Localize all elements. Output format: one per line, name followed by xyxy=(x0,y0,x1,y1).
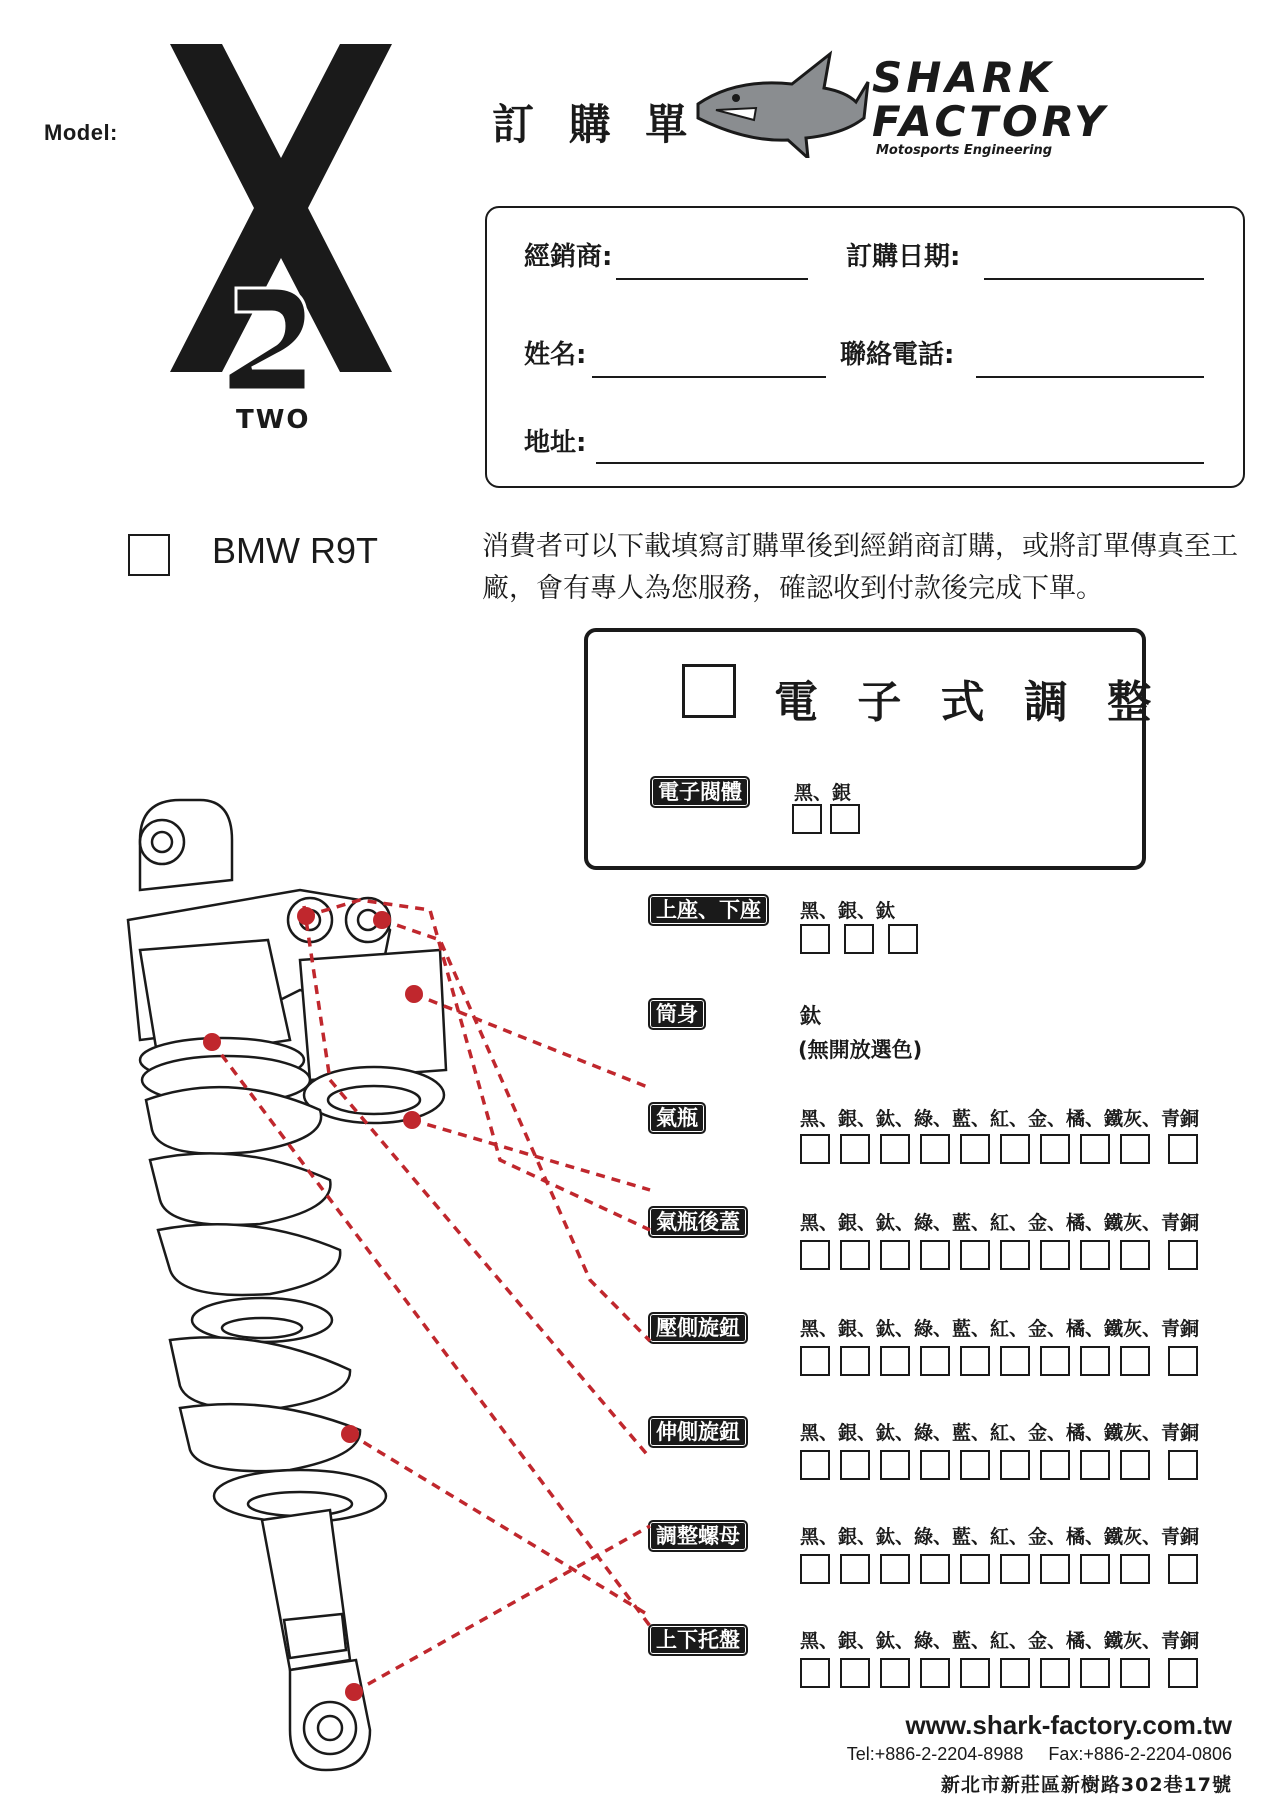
color-checkbox[interactable] xyxy=(1168,1450,1198,1480)
color-checkbox[interactable] xyxy=(960,1450,990,1480)
row-colors: 黑、銀、鈦、綠、藍、紅、金、橘、鐵灰、青銅 xyxy=(800,1422,1200,1444)
seats-tag: 上座、下座 xyxy=(648,894,769,926)
color-checkbox[interactable] xyxy=(1080,1554,1110,1584)
row-tag-compression-knob: 壓側旋鈕 xyxy=(648,1312,748,1344)
color-checkbox[interactable] xyxy=(880,1450,910,1480)
color-checkbox[interactable] xyxy=(840,1134,870,1164)
row-options xyxy=(800,1554,1198,1584)
seat-color-checkbox[interactable] xyxy=(844,924,874,954)
seats-options xyxy=(800,924,918,954)
color-checkbox[interactable] xyxy=(1040,1240,1070,1270)
brand-line2: FACTORY xyxy=(872,97,1109,146)
color-checkbox[interactable] xyxy=(800,1658,830,1688)
phone-field[interactable] xyxy=(976,376,1204,378)
color-checkbox[interactable] xyxy=(920,1346,950,1376)
color-checkbox[interactable] xyxy=(1080,1450,1110,1480)
color-checkbox[interactable] xyxy=(920,1658,950,1688)
shock-outline xyxy=(128,800,446,1770)
x2-model-logo xyxy=(166,40,396,430)
row-tag-gas-bottle-cap: 氣瓶後蓋 xyxy=(648,1206,748,1238)
color-checkbox[interactable] xyxy=(920,1554,950,1584)
page-title: 訂 購 單 xyxy=(492,100,698,149)
order-notice: 消費者可以下載填寫訂購單後到經銷商訂購，或將訂單傳真至工廠，會有專人為您服務，確認收到付款後完成下單。 xyxy=(482,531,1238,604)
model-name: BMW R9T xyxy=(212,530,378,571)
footer-tel-fax: Tel:+886-2-2204-8988 Fax:+886-2-2204-0806 xyxy=(846,1744,1232,1764)
shark-icon xyxy=(698,54,868,158)
color-checkbox[interactable] xyxy=(800,1450,830,1480)
row-options xyxy=(800,1450,1198,1480)
dealer-field[interactable] xyxy=(616,278,808,280)
row-colors: 黑、銀、鈦、綠、藍、紅、金、橘、鐵灰、青銅 xyxy=(800,1108,1200,1130)
color-checkbox[interactable] xyxy=(1000,1450,1030,1480)
color-checkbox[interactable] xyxy=(1120,1554,1150,1584)
valve-color-checkbox[interactable] xyxy=(792,804,822,834)
dealer-label: 經銷商: xyxy=(524,242,613,272)
color-checkbox[interactable] xyxy=(800,1554,830,1584)
color-checkbox[interactable] xyxy=(880,1554,910,1584)
brand-tagline: Motosports Engineering xyxy=(876,143,1053,158)
seat-color-checkbox[interactable] xyxy=(888,924,918,954)
address-label: 地址: xyxy=(524,428,587,458)
name-label: 姓名: xyxy=(524,340,587,370)
color-checkbox[interactable] xyxy=(1168,1554,1198,1584)
color-checkbox[interactable] xyxy=(1000,1240,1030,1270)
color-checkbox[interactable] xyxy=(960,1240,990,1270)
footer-address: 新北市新莊區新樹路302巷17號 xyxy=(940,1774,1232,1796)
color-checkbox[interactable] xyxy=(1040,1346,1070,1376)
seat-color-checkbox[interactable] xyxy=(800,924,830,954)
color-checkbox[interactable] xyxy=(1080,1134,1110,1164)
row-colors: 黑、銀、鈦、綠、藍、紅、金、橘、鐵灰、青銅 xyxy=(800,1318,1200,1340)
brand-line1: SHARK xyxy=(872,53,1055,102)
valve-color-checkbox[interactable] xyxy=(830,804,860,834)
color-checkbox[interactable] xyxy=(1080,1240,1110,1270)
color-checkbox[interactable] xyxy=(800,1346,830,1376)
row-options xyxy=(800,1346,1198,1376)
color-checkbox[interactable] xyxy=(880,1658,910,1688)
valve-body-colors: 黑、銀 xyxy=(794,782,852,804)
body-note: (無開放選色) xyxy=(798,1038,923,1062)
color-checkbox[interactable] xyxy=(1040,1134,1070,1164)
row-colors: 黑、銀、鈦、綠、藍、紅、金、橘、鐵灰、青銅 xyxy=(800,1526,1200,1548)
row-options xyxy=(800,1240,1198,1270)
color-checkbox[interactable] xyxy=(1040,1554,1070,1584)
color-checkbox[interactable] xyxy=(1120,1450,1150,1480)
color-checkbox[interactable] xyxy=(920,1134,950,1164)
color-checkbox[interactable] xyxy=(840,1554,870,1584)
color-checkbox[interactable] xyxy=(880,1134,910,1164)
color-checkbox[interactable] xyxy=(840,1658,870,1688)
color-checkbox[interactable] xyxy=(840,1240,870,1270)
model-label: Model: xyxy=(44,120,118,145)
electronic-adjust-checkbox[interactable] xyxy=(682,664,736,718)
color-checkbox[interactable] xyxy=(840,1346,870,1376)
color-checkbox[interactable] xyxy=(1120,1134,1150,1164)
row-tag-rebound-knob: 伸側旋鈕 xyxy=(648,1416,748,1448)
color-checkbox[interactable] xyxy=(1080,1346,1110,1376)
shark-factory-logo xyxy=(696,48,1256,158)
color-checkbox[interactable] xyxy=(800,1240,830,1270)
color-checkbox[interactable] xyxy=(880,1240,910,1270)
color-checkbox[interactable] xyxy=(960,1346,990,1376)
seats-colors: 黑、銀、鈦 xyxy=(800,900,896,922)
electronic-adjust-title: 電 子 式 調 整 xyxy=(774,677,1164,728)
color-checkbox[interactable] xyxy=(1000,1346,1030,1376)
color-checkbox[interactable] xyxy=(1000,1658,1030,1688)
address-field[interactable] xyxy=(596,462,1204,464)
order-date-field[interactable] xyxy=(984,278,1204,280)
model-checkbox[interactable] xyxy=(128,534,170,576)
row-tag-spring-seats: 上下托盤 xyxy=(648,1624,748,1656)
electronic-adjust-box xyxy=(584,628,1146,870)
color-checkbox[interactable] xyxy=(800,1134,830,1164)
logo-word: TWO xyxy=(236,405,311,430)
shock-absorber-diagram xyxy=(0,780,660,1780)
color-checkbox[interactable] xyxy=(1040,1658,1070,1688)
phone-label: 聯絡電話: xyxy=(840,340,955,370)
color-checkbox[interactable] xyxy=(1168,1658,1198,1688)
color-checkbox[interactable] xyxy=(840,1450,870,1480)
valve-body-tag: 電子閥體 xyxy=(650,776,750,808)
color-checkbox[interactable] xyxy=(960,1134,990,1164)
body-tag: 筒身 xyxy=(648,998,706,1030)
color-checkbox[interactable] xyxy=(880,1346,910,1376)
color-checkbox[interactable] xyxy=(1080,1658,1110,1688)
color-checkbox[interactable] xyxy=(1120,1346,1150,1376)
row-colors: 黑、銀、鈦、綠、藍、紅、金、橘、鐵灰、青銅 xyxy=(800,1630,1200,1652)
color-checkbox[interactable] xyxy=(960,1658,990,1688)
order-date-label: 訂購日期: xyxy=(846,242,961,272)
color-checkbox[interactable] xyxy=(1168,1134,1198,1164)
row-options xyxy=(800,1658,1198,1688)
color-checkbox[interactable] xyxy=(1120,1240,1150,1270)
color-checkbox[interactable] xyxy=(1120,1658,1150,1688)
name-field[interactable] xyxy=(592,376,826,378)
row-tag-gas-bottle: 氣瓶 xyxy=(648,1102,706,1134)
row-options xyxy=(800,1134,1198,1164)
row-colors: 黑、銀、鈦、綠、藍、紅、金、橘、鐵灰、青銅 xyxy=(800,1212,1200,1234)
color-checkbox[interactable] xyxy=(1168,1346,1198,1376)
color-checkbox[interactable] xyxy=(920,1450,950,1480)
color-checkbox[interactable] xyxy=(920,1240,950,1270)
valve-body-options xyxy=(792,804,860,834)
body-color: 鈦 xyxy=(800,1004,821,1028)
color-checkbox[interactable] xyxy=(1000,1134,1030,1164)
row-tag-adjust-nut: 調整螺母 xyxy=(648,1520,748,1552)
footer-url[interactable]: www.shark-factory.com.tw xyxy=(905,1710,1232,1740)
color-checkbox[interactable] xyxy=(1168,1240,1198,1270)
color-checkbox[interactable] xyxy=(1040,1450,1070,1480)
color-checkbox[interactable] xyxy=(1000,1554,1030,1584)
color-checkbox[interactable] xyxy=(960,1554,990,1584)
